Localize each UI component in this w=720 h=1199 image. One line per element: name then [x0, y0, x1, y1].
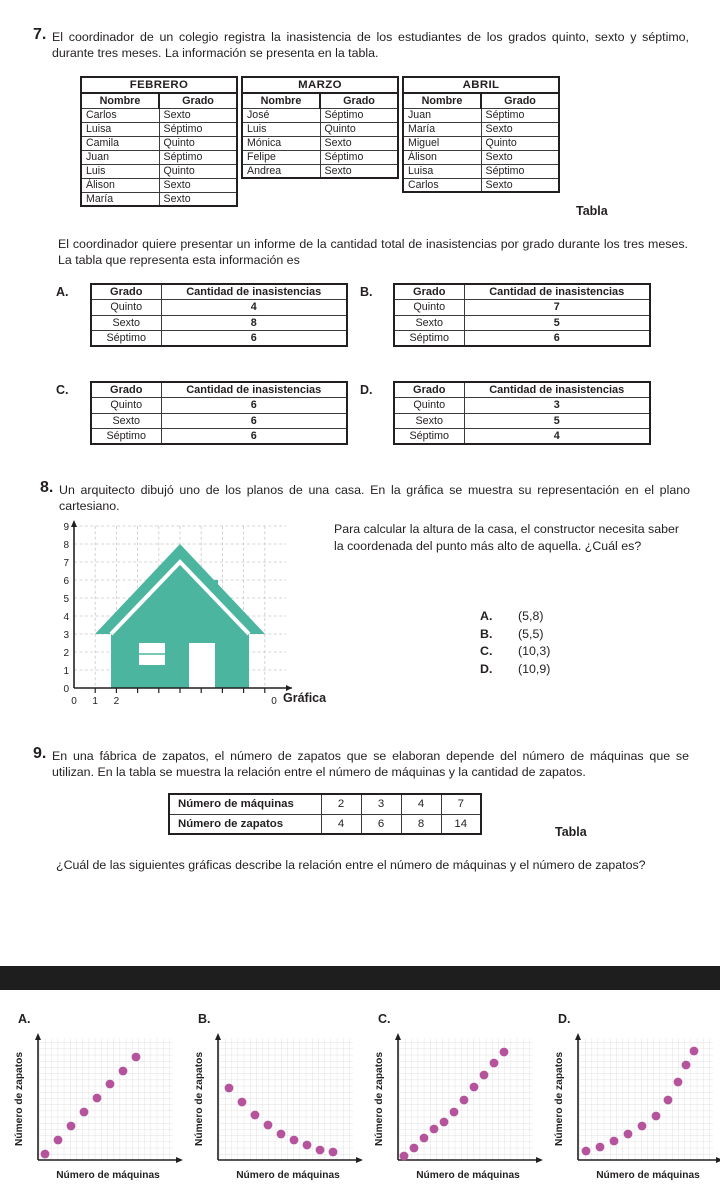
col-header-nombre-feb: Nombre — [81, 93, 159, 108]
cell-grado: Sexto — [91, 315, 161, 331]
cell-nombre: Luisa — [81, 122, 159, 136]
svg-text:2: 2 — [63, 648, 69, 659]
cell-nombre: Juan — [81, 150, 159, 164]
option-letter-b: B. — [480, 626, 493, 641]
shoes-value: 4 — [321, 814, 361, 834]
table-row — [169, 814, 481, 834]
cell-grado: Sexto — [481, 122, 559, 136]
cell-grado: Quinto — [91, 398, 161, 414]
cell-cantidad: 5 — [464, 315, 650, 331]
table-row — [403, 178, 559, 192]
x-axis-ticks — [71, 696, 277, 707]
cell-cantidad: 4 — [464, 429, 650, 445]
cell-grado: Sexto — [481, 150, 559, 164]
attendance-table-layout — [80, 76, 560, 207]
cell-cantidad: 3 — [464, 398, 650, 414]
svg-text:6: 6 — [63, 576, 69, 587]
cell-cantidad: 6 — [161, 398, 347, 414]
table-row — [91, 315, 347, 331]
cell-grado: Séptimo — [481, 108, 559, 122]
table-row — [403, 108, 559, 122]
attendance-table — [80, 76, 560, 207]
question-8-text: Un arquitecto dibujó uno de los planos de una casa. En la gráfica se muestra su representación en el plano cartesiano. — [59, 482, 690, 513]
cell-grado: Séptimo — [320, 108, 398, 122]
scatter-a-ylabel: Número de zapatos — [14, 1052, 25, 1146]
option-table-d[interactable] — [393, 381, 651, 445]
opt-c-head-grado: Grado — [91, 382, 161, 398]
row-label-machines: Número de máquinas — [169, 794, 321, 814]
scatter-letter-a: A. — [18, 1012, 31, 1026]
option-row-d[interactable] — [480, 661, 550, 679]
option-row-c[interactable] — [480, 643, 550, 661]
table-row — [91, 413, 347, 429]
cell-cantidad: 6 — [161, 413, 347, 429]
cell-cantidad: 4 — [161, 300, 347, 316]
table-row — [242, 122, 398, 136]
option-letter-a: A. — [480, 609, 493, 623]
svg-text:9: 9 — [63, 522, 69, 533]
table-row — [81, 192, 237, 206]
option-row-a[interactable] — [480, 608, 550, 626]
cell-nombre: Camila — [81, 136, 159, 150]
scatter-option-c[interactable] — [368, 1008, 548, 1198]
option-letter-a: A. — [56, 285, 69, 299]
machines-value: 4 — [401, 794, 441, 814]
machines-value: 2 — [321, 794, 361, 814]
question-8 — [40, 479, 690, 514]
machines-value: 3 — [361, 794, 401, 814]
table-row — [81, 164, 237, 178]
option-letter-c: C. — [480, 644, 493, 659]
table-row — [91, 429, 347, 445]
table-row — [394, 300, 650, 316]
option-table-b[interactable] — [393, 283, 651, 347]
cell-grado: Sexto — [159, 192, 237, 206]
month-table-abril — [402, 76, 560, 193]
svg-text:0: 0 — [71, 696, 77, 707]
shoes-value: 8 — [401, 814, 441, 834]
scatter-b-svg — [188, 1030, 368, 1198]
question-9-text: En una fábrica de zapatos, el número de zapatos que se elaboran depende del número de máquinas que se utilizan. En la tabla se muestra la relación entre el número de máquinas y la cantidad de zapatos. — [52, 748, 689, 779]
month-table-marzo — [241, 76, 399, 179]
graph-caption: Gráfica — [283, 691, 327, 705]
cell-cantidad: 6 — [161, 331, 347, 347]
option-letter-d: D. — [360, 383, 373, 397]
scatter-c-xlabel: Número de máquinas — [416, 1170, 520, 1181]
table-row — [394, 315, 650, 331]
cell-nombre: José — [242, 108, 320, 122]
question-9-prompt: ¿Cuál de las siguientes gráficas describe la relación entre el número de máquinas y el número de zapatos? — [56, 858, 646, 872]
page-separator-band — [0, 966, 720, 990]
cell-grado: Séptimo — [159, 150, 237, 164]
cell-cantidad: 5 — [464, 413, 650, 429]
option-letter-d: D. — [480, 661, 493, 676]
table-row — [81, 122, 237, 136]
cell-grado: Quinto — [481, 136, 559, 150]
cell-grado: Quinto — [159, 136, 237, 150]
table-row — [242, 136, 398, 150]
question-8-prompt: Para calcular la altura de la casa, el constructor necesita saber la coordenada del punto más alto de aquella. ¿Cuál es? — [334, 522, 680, 553]
house-cartesian-plot — [46, 512, 318, 708]
month-cell-abril — [402, 76, 560, 207]
month-header-febrero: FEBRERO — [81, 77, 237, 93]
scatter-b-xlabel: Número de máquinas — [236, 1170, 340, 1181]
table-row — [403, 122, 559, 136]
table-row — [403, 150, 559, 164]
cell-nombre: Mónica — [242, 136, 320, 150]
scatter-letter-d: D. — [558, 1012, 571, 1026]
svg-text:0: 0 — [271, 696, 277, 707]
cell-grado: Sexto — [481, 178, 559, 192]
scatter-d-xlabel: Número de máquinas — [596, 1170, 700, 1181]
cell-grado: Séptimo — [159, 122, 237, 136]
question-7-number: 7. — [33, 26, 47, 43]
table-row — [81, 150, 237, 164]
month-header-marzo: MARZO — [242, 77, 398, 93]
svg-text:2: 2 — [113, 696, 120, 707]
col-header-grado-feb: Grado — [159, 93, 237, 108]
y-axis-arrow — [71, 520, 77, 527]
shoe-table — [168, 793, 482, 835]
question-8-options — [480, 608, 550, 678]
table-caption-1: Tabla — [576, 204, 608, 218]
opt-d-head-grado: Grado — [394, 382, 464, 398]
col-header-nombre-abr: Nombre — [403, 93, 481, 108]
month-table-febrero — [80, 76, 238, 207]
table-row — [394, 398, 650, 414]
cell-nombre: Juan — [403, 108, 481, 122]
svg-text:7: 7 — [63, 558, 69, 569]
cell-grado: Sexto — [320, 136, 398, 150]
option-value-b: (5,5) — [518, 626, 544, 641]
svg-text:0: 0 — [63, 684, 69, 695]
table-row — [394, 413, 650, 429]
option-row-b[interactable] — [480, 626, 550, 644]
table-row — [169, 794, 481, 814]
scatter-c-svg — [368, 1030, 548, 1198]
scatter-a-svg — [8, 1030, 188, 1198]
cell-grado: Quinto — [159, 164, 237, 178]
option-table-a[interactable] — [90, 283, 348, 347]
question-7-text: El coordinador de un colegio registra la inasistencia de los estudiantes de los grados quinto, sexto y séptimo, durante tres meses. La información se presenta en la tabla. — [52, 29, 689, 60]
cell-nombre: Luis — [81, 164, 159, 178]
house-shape — [95, 544, 265, 688]
col-header-grado-abr: Grado — [481, 93, 559, 108]
cell-grado: Sexto — [320, 164, 398, 178]
row-label-shoes: Número de zapatos — [169, 814, 321, 834]
col-header-nombre-mar: Nombre — [242, 93, 320, 108]
cell-nombre: Luis — [242, 122, 320, 136]
option-value-d: (10,9) — [518, 661, 551, 676]
cell-grado: Quinto — [394, 300, 464, 316]
cell-cantidad: 8 — [161, 315, 347, 331]
cell-nombre: Carlos — [81, 108, 159, 122]
cell-grado: Séptimo — [320, 150, 398, 164]
table-row — [242, 150, 398, 164]
question-7-subtext: El coordinador quiere presentar un informe de la cantidad total de inasistencias por grado durante los tres meses. La tabla que representa esta información es — [58, 237, 688, 268]
table-row — [91, 300, 347, 316]
table-row — [394, 429, 650, 445]
scatter-option-a[interactable] — [8, 1008, 188, 1198]
table-row — [242, 164, 398, 178]
question-8-number: 8. — [40, 479, 54, 496]
cell-grado: Séptimo — [394, 331, 464, 347]
table-row — [81, 178, 237, 192]
svg-text:8: 8 — [63, 540, 69, 551]
shoes-value: 14 — [441, 814, 481, 834]
scatter-d-svg — [548, 1030, 720, 1198]
table-row — [403, 136, 559, 150]
opt-c-head-cantidad: Cantidad de inasistencias — [161, 382, 347, 398]
svg-text:5: 5 — [63, 594, 69, 605]
svg-text:1: 1 — [92, 696, 98, 707]
scatter-option-b[interactable] — [188, 1008, 368, 1198]
scatter-d-ylabel: Número de zapatos — [554, 1052, 565, 1146]
option-letter-b: B. — [360, 285, 373, 299]
opt-b-head-grado: Grado — [394, 284, 464, 300]
shoes-value: 6 — [361, 814, 401, 834]
month-cell-febrero — [80, 76, 238, 207]
cell-grado: Sexto — [91, 413, 161, 429]
month-header-abril: ABRIL — [403, 77, 559, 93]
opt-b-head-cantidad: Cantidad de inasistencias — [464, 284, 650, 300]
cell-cantidad: 6 — [464, 331, 650, 347]
cell-cantidad: 7 — [464, 300, 650, 316]
cell-nombre: Álison — [403, 150, 481, 164]
question-7 — [33, 26, 689, 61]
scatter-letter-c: C. — [378, 1012, 391, 1026]
cell-nombre: María — [81, 192, 159, 206]
cell-nombre: María — [403, 122, 481, 136]
cell-grado: Quinto — [394, 398, 464, 414]
cell-grado: Séptimo — [481, 164, 559, 178]
scatter-option-d[interactable] — [548, 1008, 720, 1198]
scatter-a-xlabel: Número de máquinas — [56, 1170, 160, 1181]
cell-grado: Sexto — [394, 413, 464, 429]
opt-a-head-cantidad: Cantidad de inasistencias — [161, 284, 347, 300]
cell-grado: Séptimo — [91, 429, 161, 445]
question-9-number: 9. — [33, 745, 47, 762]
cell-nombre: Álison — [81, 178, 159, 192]
cell-grado: Séptimo — [394, 429, 464, 445]
table-row — [81, 108, 237, 122]
scatter-c-ylabel: Número de zapatos — [374, 1052, 385, 1146]
cell-nombre: Felipe — [242, 150, 320, 164]
cell-grado: Sexto — [159, 108, 237, 122]
table-row — [81, 136, 237, 150]
scatter-letter-b: B. — [198, 1012, 211, 1026]
cell-nombre: Carlos — [403, 178, 481, 192]
table-row — [91, 398, 347, 414]
option-letter-c: C. — [56, 383, 69, 397]
cell-grado: Sexto — [394, 315, 464, 331]
table-row — [91, 331, 347, 347]
cell-nombre: Miguel — [403, 136, 481, 150]
svg-text:4: 4 — [63, 612, 69, 623]
machines-value: 7 — [441, 794, 481, 814]
question-9 — [33, 745, 689, 780]
table-caption-2: Tabla — [555, 825, 587, 839]
scatter-b-ylabel: Número de zapatos — [194, 1052, 205, 1146]
opt-a-head-grado: Grado — [91, 284, 161, 300]
cell-nombre: Luisa — [403, 164, 481, 178]
option-value-c: (10,3) — [518, 644, 551, 659]
cell-grado: Quinto — [91, 300, 161, 316]
shoe-relation-table — [168, 793, 482, 835]
cell-grado: Sexto — [159, 178, 237, 192]
cell-nombre: Andrea — [242, 164, 320, 178]
option-value-a: (5,8) — [518, 609, 544, 623]
y-axis-ticks — [63, 522, 69, 695]
month-cell-marzo — [241, 76, 399, 207]
table-row — [242, 108, 398, 122]
cell-cantidad: 6 — [161, 429, 347, 445]
table-row — [403, 164, 559, 178]
cell-grado: Séptimo — [91, 331, 161, 347]
table-row — [394, 331, 650, 347]
cell-grado: Quinto — [320, 122, 398, 136]
option-table-c[interactable] — [90, 381, 348, 445]
svg-text:1: 1 — [63, 666, 69, 677]
house-plot-svg — [46, 512, 318, 708]
svg-text:3: 3 — [63, 630, 69, 641]
opt-d-head-cantidad: Cantidad de inasistencias — [464, 382, 650, 398]
col-header-grado-mar: Grado — [320, 93, 398, 108]
